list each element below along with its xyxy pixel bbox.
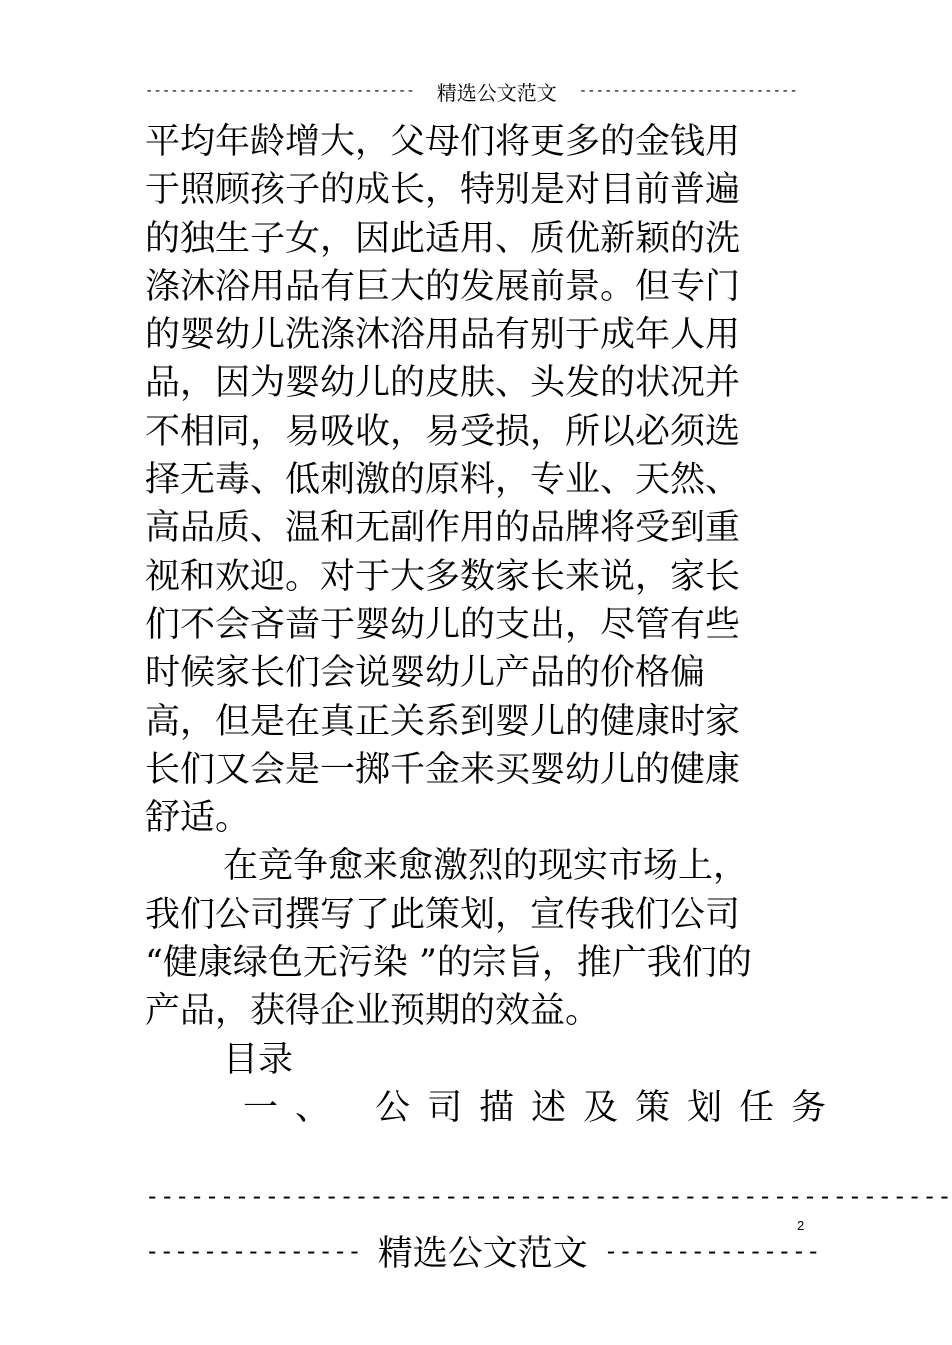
text-line: 时候家长们会说婴幼儿产品的价格偏 xyxy=(145,653,706,694)
text-line: 的独生子女，因此适用、质优新颖的洗 xyxy=(145,218,741,259)
page-number: 2 xyxy=(797,1218,805,1233)
text-line: 高，但是在真正关系到婴儿的健康时家 xyxy=(145,701,741,742)
text-line: 视和欢迎。对于大多数家长来说，家长 xyxy=(145,556,741,597)
header-dashes-right: -------------------------- xyxy=(578,83,798,99)
text-line: 于照顾孩子的成长，特别是对目前普遍 xyxy=(145,170,741,211)
text-line: 平均年龄增大，父母们将更多的金钱用 xyxy=(145,122,741,162)
dashed-rule: ------------------------------------------------------ xyxy=(145,1182,952,1210)
header-dashes-left: -------------------------------- xyxy=(145,83,415,99)
text-line: 的婴幼儿洗涤沐浴用品有别于成年人用 xyxy=(145,315,741,356)
page-footer xyxy=(145,1226,821,1276)
footer-dashes-left: --------------- xyxy=(145,1237,362,1265)
page-header xyxy=(145,76,798,106)
paragraph-start-line: 在竞争愈来愈激烈的现实市场上， xyxy=(223,846,749,887)
toc-heading: 目录 xyxy=(223,1039,294,1080)
text-line: 长们又会是一掷千金来买婴幼儿的健康 xyxy=(145,749,741,790)
header-title: 精选公文范文 xyxy=(436,80,557,105)
text-line: 产品，获得企业预期的效益。 xyxy=(145,991,601,1032)
text-line: 择无毒、低刺激的原料，专业、天然、 xyxy=(145,460,741,501)
text-line: 们不会吝啬于婴幼儿的支出，尽管有些 xyxy=(145,604,741,645)
text-line: 我们公司撰写了此策划，宣传我们公司 xyxy=(145,894,741,935)
footer-dashes-right: --------------- xyxy=(603,1237,821,1265)
text-line: “健康绿色无污染 ”的宗旨，推广我们的 xyxy=(145,943,752,984)
text-line: 高品质、温和无副作用的品牌将受到重 xyxy=(145,508,741,549)
text-line: 舒适。 xyxy=(145,798,251,839)
footer-title: 精选公文范文 xyxy=(377,1234,588,1274)
text-line: 品，因为婴幼儿的皮肤、头发的状况并 xyxy=(145,363,741,404)
toc-item: 一、 公司描述及策划任务 xyxy=(243,1087,844,1128)
text-line: 不相同，易吸收，易受损，所以必须选 xyxy=(145,411,741,452)
text-line: 涤沐浴用品有巨大的发展前景。但专门 xyxy=(145,266,741,307)
body-text xyxy=(145,118,844,1132)
